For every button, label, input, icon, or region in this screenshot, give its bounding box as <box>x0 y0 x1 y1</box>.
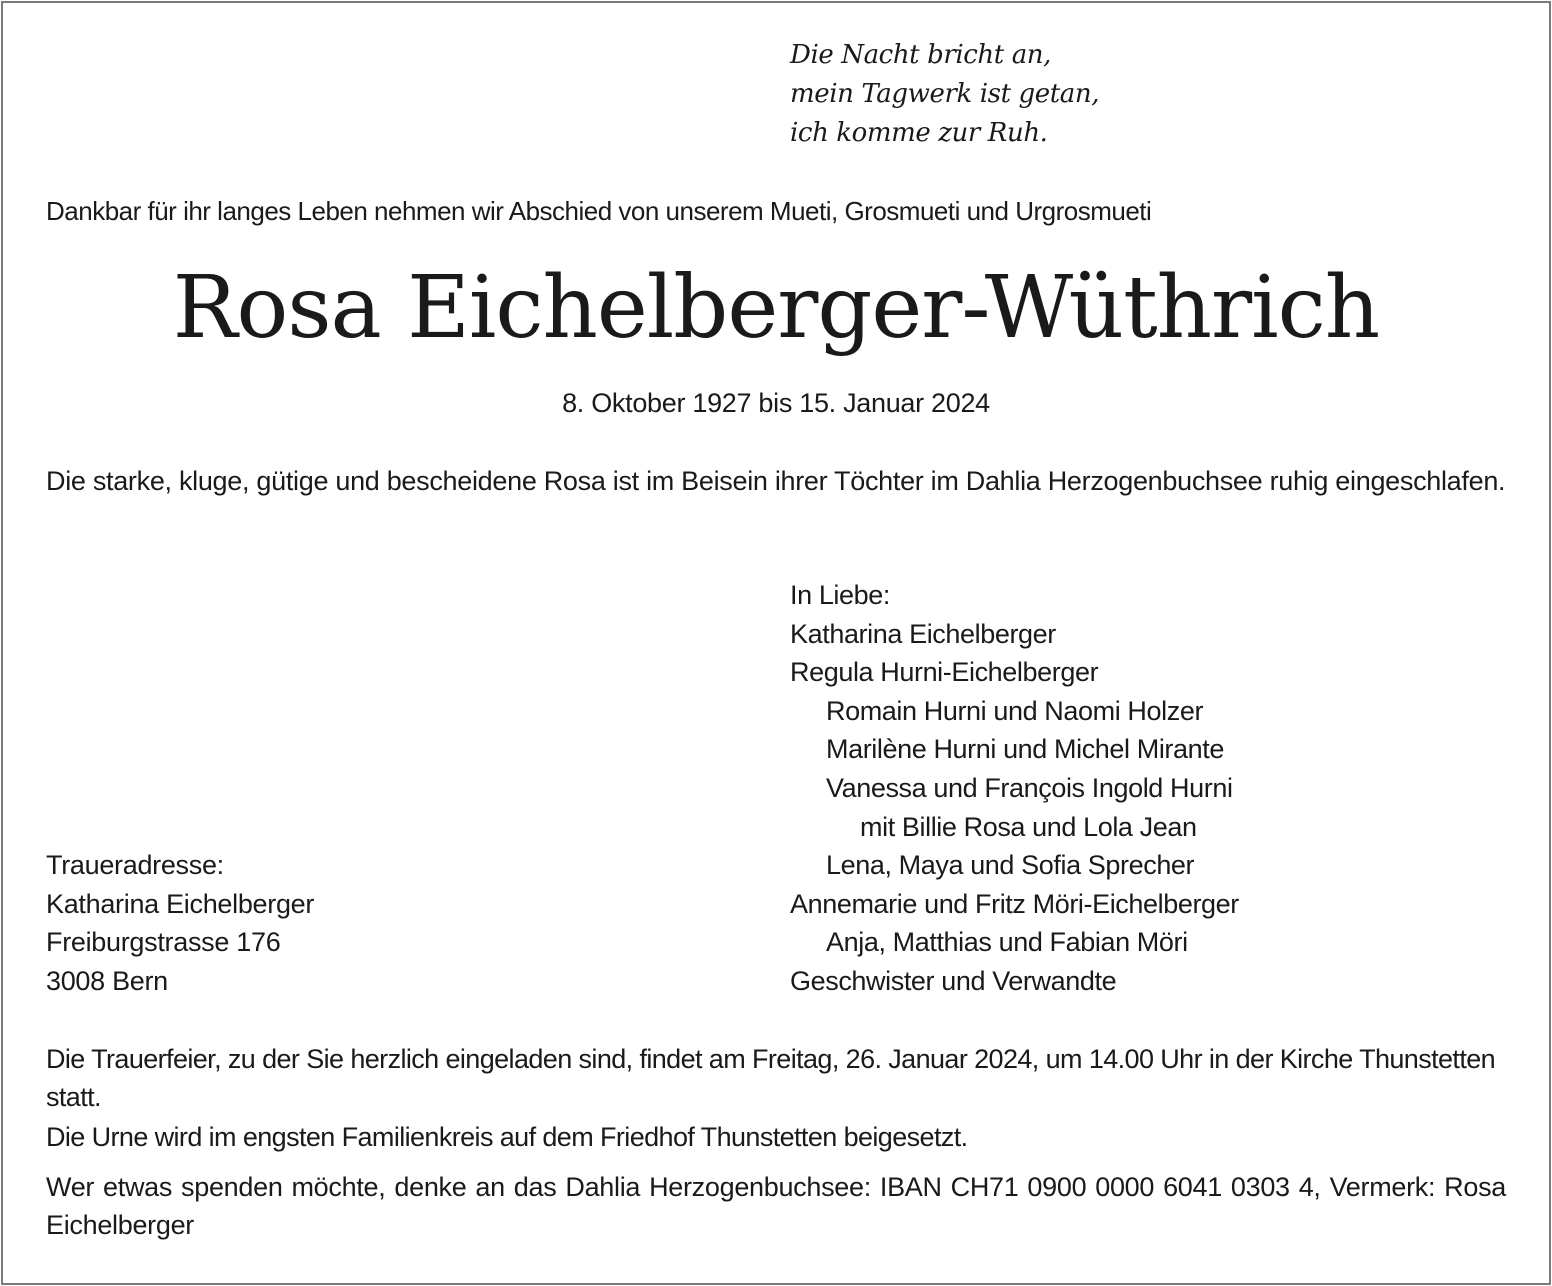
family-list <box>790 576 1239 1001</box>
address-label: Traueradresse: <box>46 850 224 880</box>
family-member: Vanessa und François Ingold Hurni <box>826 772 1233 803</box>
motto-line: ich komme zur Ruh. <box>790 118 1048 148</box>
family-member: Anja, Matthias und Fabian Möri <box>826 927 1188 958</box>
family-heading: In Liebe: <box>790 580 890 610</box>
motto-verse <box>790 36 1099 153</box>
donation-paragraph: Wer etwas spenden möchte, denke an das Dahlia Herzogenbuchsee: IBAN CH71 0900 0000 6041 0303 4, Vermerk: Rosa Eichelberger <box>46 1172 1506 1240</box>
service-paragraph: Die Trauerfeier, zu der Sie herzlich eingeladen sind, findet am Freitag, 26. Januar 2024, um 14.00 Uhr in der Kirche Thunstetten statt. <box>46 1044 1496 1112</box>
motto-line: mein Tagwerk ist getan, <box>790 79 1100 109</box>
address-name: Katharina Eichelberger <box>46 888 315 919</box>
passing-paragraph: Die starke, kluge, gütige und bescheidene Rosa ist im Beisein ihrer Töchter im Dahlia Herzogenbuchsee ruhig eingeschlafen. <box>46 466 1506 496</box>
mourning-address <box>46 846 314 1000</box>
address-city: 3008 Bern <box>46 965 168 996</box>
life-dates: 8. Oktober 1927 bis 15. Januar 2024 <box>562 388 990 418</box>
family-member: Romain Hurni und Naomi Holzer <box>826 695 1204 726</box>
family-member: Marilène Hurni und Michel Mirante <box>826 734 1224 765</box>
address-street: Freiburgstrasse 176 <box>46 927 281 958</box>
family-member: Katharina Eichelberger <box>790 618 1056 649</box>
burial-paragraph: Die Urne wird im engsten Familienkreis auf dem Friedhof Thunstetten beigesetzt. <box>46 1122 968 1152</box>
deceased-name: Rosa Eichelberger-Wüthrich <box>172 258 1380 358</box>
family-member: Regula Hurni-Eichelberger <box>790 657 1099 688</box>
family-member: mit Billie Rosa und Lola Jean <box>860 811 1197 842</box>
family-member: Annemarie und Fritz Möri-Eichelberger <box>790 888 1239 919</box>
motto-line: Die Nacht bricht an, <box>790 40 1052 70</box>
intro-text: Dankbar für ihr langes Leben nehmen wir Abschied von unserem Mueti, Grosmueti und Urgrosmueti <box>46 196 1152 226</box>
family-member: Lena, Maya und Sofia Sprecher <box>826 850 1195 881</box>
family-member: Geschwister und Verwandte <box>790 965 1117 996</box>
